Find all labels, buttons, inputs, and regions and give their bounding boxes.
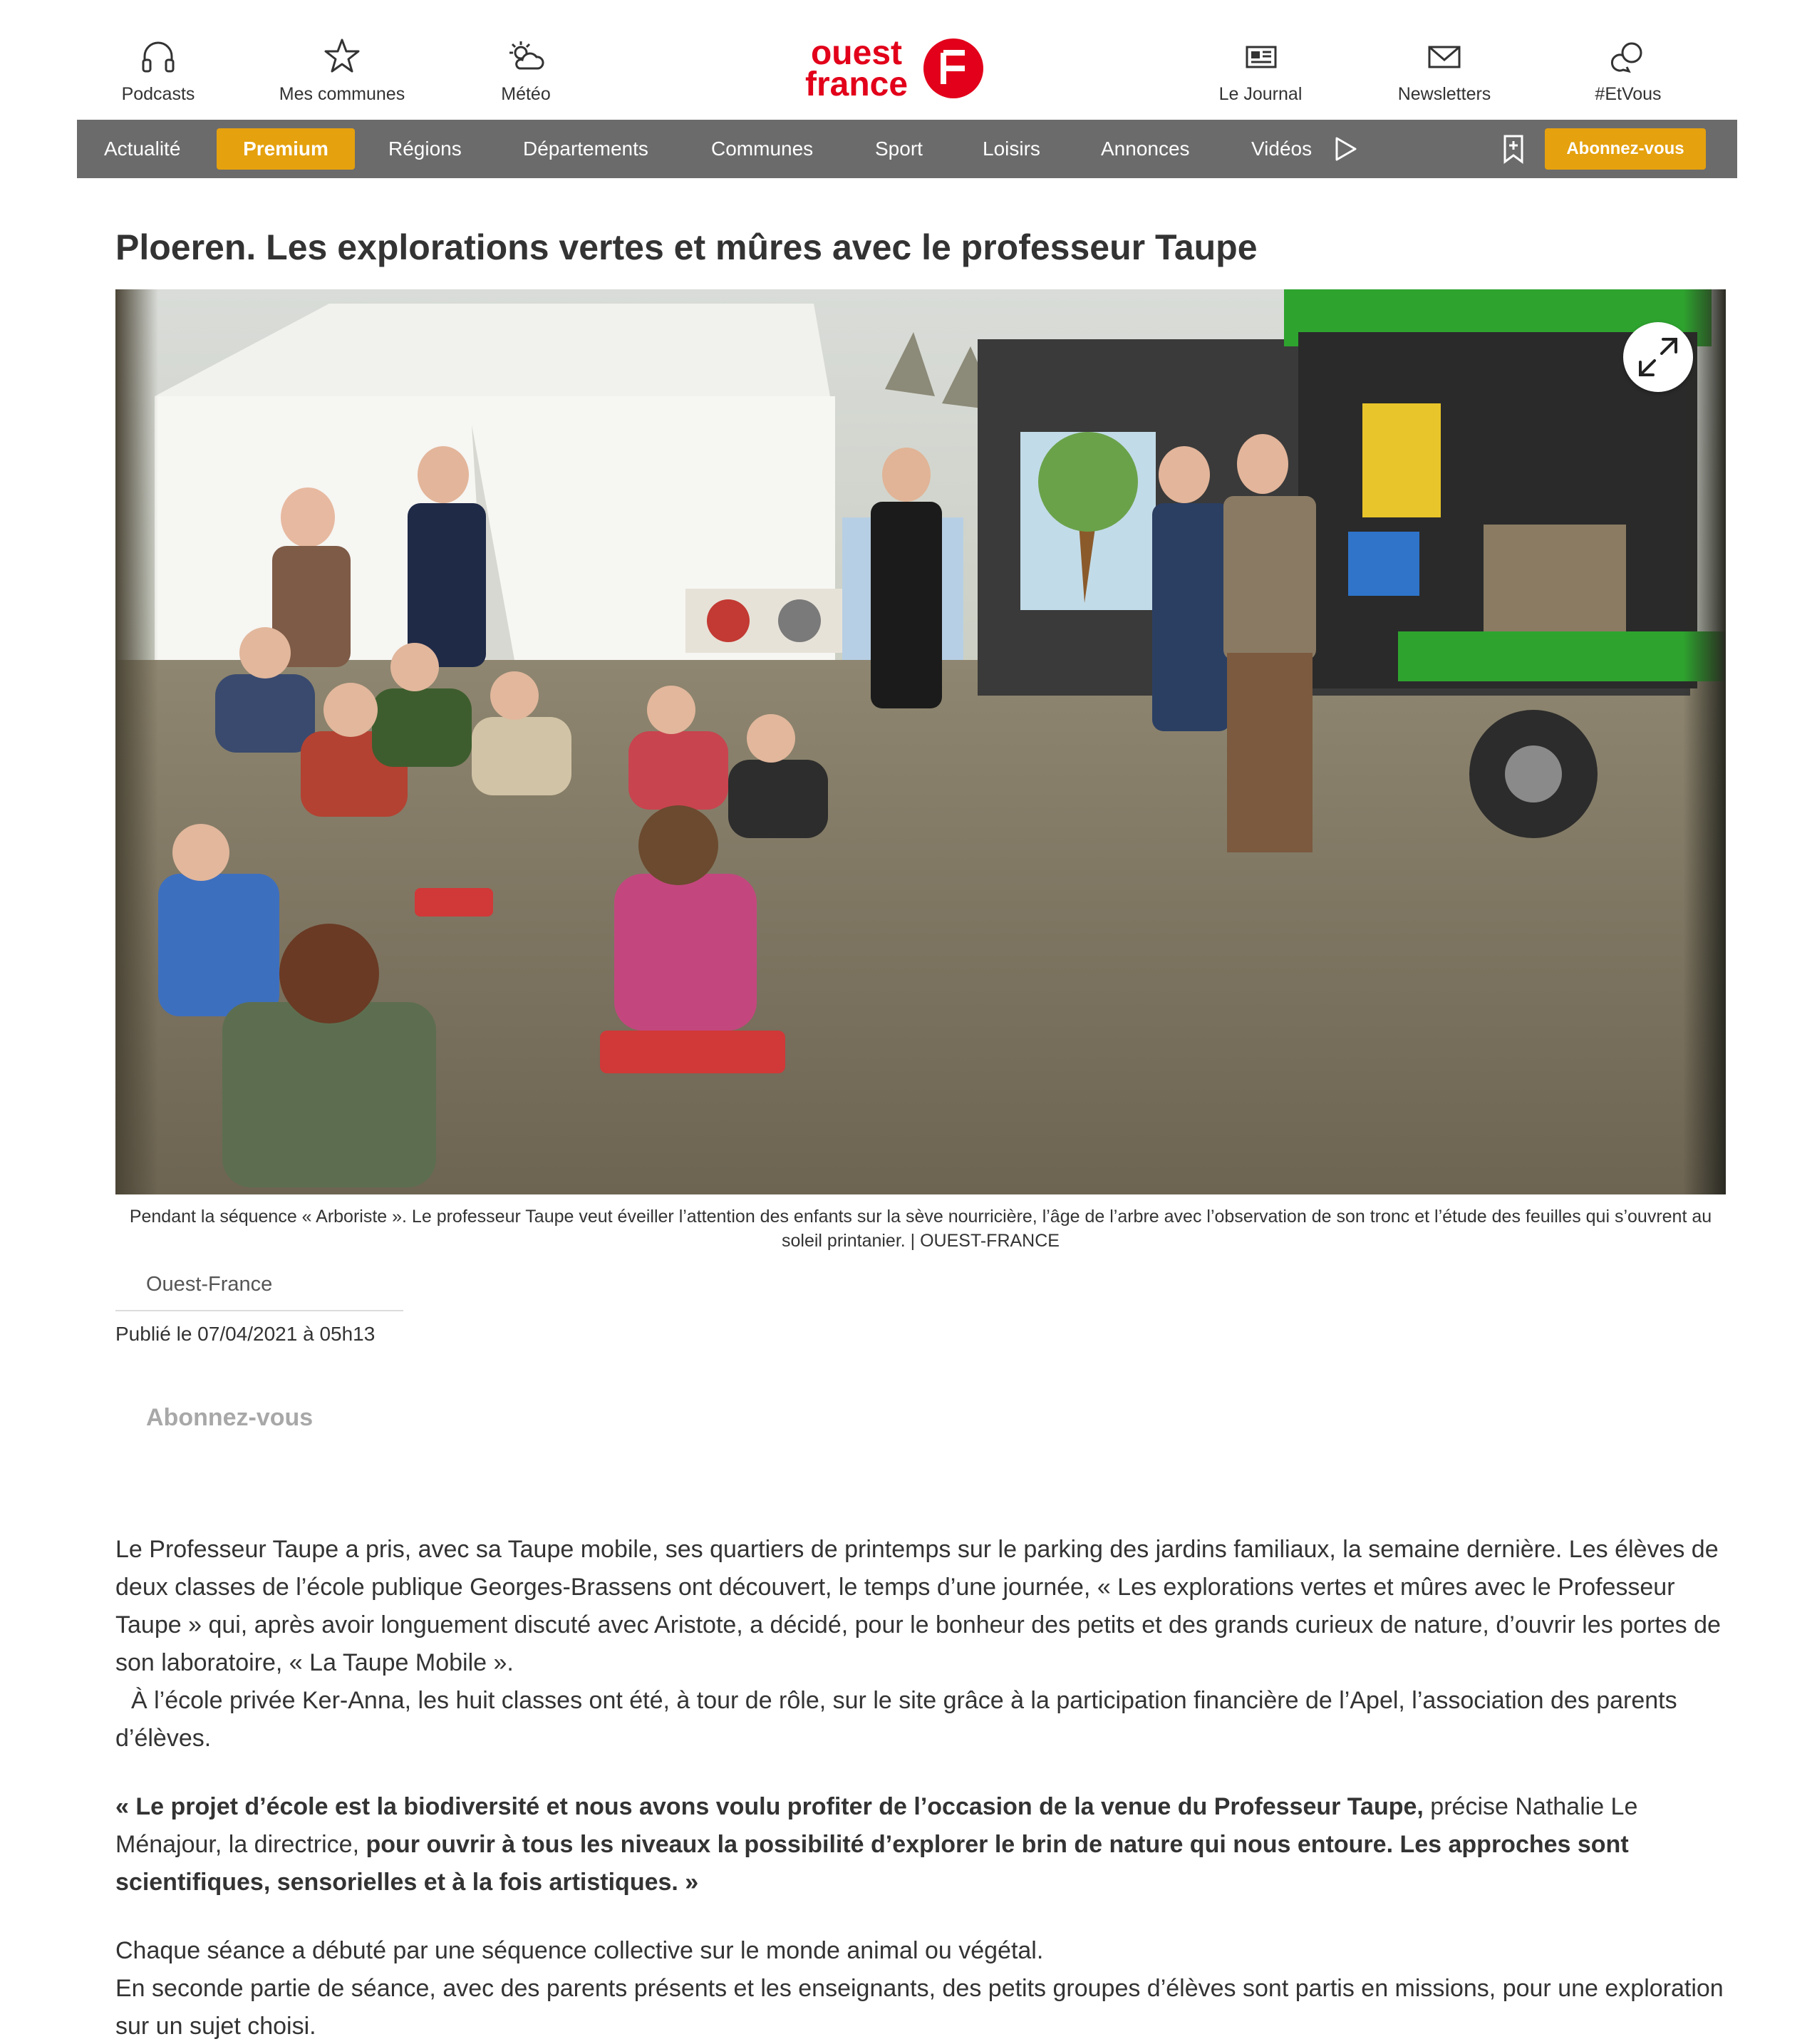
mes-communes-label: Mes communes (279, 84, 405, 104)
ouest-france-logo[interactable] (791, 29, 990, 107)
etvous-label: #EtVous (1595, 84, 1662, 104)
newsletters-label: Newsletters (1397, 84, 1491, 104)
etvous-link[interactable] (1553, 37, 1703, 105)
meteo-link[interactable] (451, 37, 601, 105)
nav-videos[interactable]: Vidéos (1251, 138, 1313, 160)
nav-regions[interactable]: Régions (388, 138, 462, 160)
expand-icon (1623, 322, 1693, 392)
paragraph-1b-text: À l’école privée Ker-Anna, les huit classes ont été, à tour de rôle, sur le site grâce à la participation financière de l’Apel, l’association des parents d’élèves. (115, 1687, 1677, 1752)
chat-bubbles-icon (1609, 37, 1647, 76)
nav-premium[interactable]: Premium (217, 128, 355, 170)
nav-departements[interactable]: Départements (523, 138, 648, 160)
logo-text-france: france (804, 66, 908, 103)
paragraph-1-text: Le Professeur Taupe a pris, avec sa Taupe mobile, ses quartiers de printemps sur le parking des jardins familiaux, la semaine dernière. Les élèves de deux classes de l’école publique Georges-Brassens ont découvert, le temps d’une journée, « Les explorations vertes et mûres avec le Professeur Taupe » qui, après avoir longuement discuté avec Aristote, a décidé, pour le bonheur des petits et des grands curieux de nature, d’ouvrir les portes de son laboratoire, « La Taupe Mobile ». (115, 1536, 1721, 1676)
article-paragraph-3 (115, 1932, 1726, 2044)
quote-attribution: précise Nathalie Le Ménajour, la directrice, (115, 1793, 1638, 1858)
expand-photo-button[interactable] (1623, 322, 1693, 392)
le-journal-label: Le Journal (1218, 84, 1303, 104)
newsletters-link[interactable] (1370, 37, 1519, 105)
weather-icon (507, 37, 545, 76)
main-navbar (77, 120, 1737, 178)
envelope-icon (1425, 37, 1464, 76)
headphones-icon (139, 37, 177, 76)
newspaper-icon (1241, 37, 1280, 76)
article-source[interactable]: Ouest-France (146, 1273, 273, 1296)
star-icon (323, 37, 361, 76)
published-date: Publié le 07/04/2021 à 05h13 (115, 1323, 376, 1345)
quote-bold-1: « Le projet d’école est la biodiversité et nous avons voulu profiter de l’occasion de la venue du Professeur Taupe, (115, 1793, 1424, 1820)
nav-subscribe-button[interactable]: Abonnez-vous (1545, 128, 1706, 170)
photo-caption: Pendant la séquence « Arboriste ». Le professeur Taupe veut éveiller l’attention des enfants sur la sève nourricière, l’âge de l’arbre avec l’observation de son tronc et l’étude des feuilles qui s’ouvrent au soleil printanier. | OUEST-FRANCE (129, 1207, 1712, 1251)
nav-annonces[interactable]: Annonces (1101, 138, 1190, 160)
paragraph-3b-text: En seconde partie de séance, avec des parents présents et les enseignants, des petits groupes d’élèves sont partis en missions, pour une exploration sur un sujet choisi. (115, 1975, 1724, 2040)
nav-sport[interactable]: Sport (875, 138, 923, 160)
source-divider (115, 1310, 403, 1311)
meteo-label: Météo (501, 84, 551, 104)
nav-communes[interactable]: Communes (711, 138, 814, 160)
podcasts-link[interactable] (83, 37, 233, 105)
subscribe-link[interactable]: Abonnez-vous (146, 1404, 314, 1431)
bookmark-icon[interactable] (1501, 134, 1526, 164)
quote-bold-2: pour ouvrir à tous les niveaux la possibilité d’explorer le brin de nature qui nous entoure. Les approches sont scientifiques, sensorielles et à la fois artistiques. » (115, 1831, 1629, 1896)
article-quote-paragraph (115, 1788, 1726, 1901)
article-title: Ploeren. Les explorations vertes et mûres avec le professeur Taupe (115, 227, 1258, 267)
nav-loisirs[interactable]: Loisirs (983, 138, 1040, 160)
play-icon[interactable] (1332, 135, 1358, 162)
paragraph-3a-text: Chaque séance a débuté par une séquence collective sur le monde animal ou végétal. (115, 1937, 1044, 1964)
podcasts-label: Podcasts (121, 84, 195, 104)
nav-actualite[interactable]: Actualité (104, 138, 181, 160)
article-paragraph-1 (115, 1531, 1726, 1757)
article-photo[interactable] (115, 289, 1726, 1194)
le-journal-link[interactable] (1186, 37, 1335, 105)
mes-communes-link[interactable] (267, 37, 417, 105)
top-header (0, 0, 1817, 120)
logo-text-ouest: ouest (810, 34, 903, 72)
article-body (115, 1531, 1726, 2044)
